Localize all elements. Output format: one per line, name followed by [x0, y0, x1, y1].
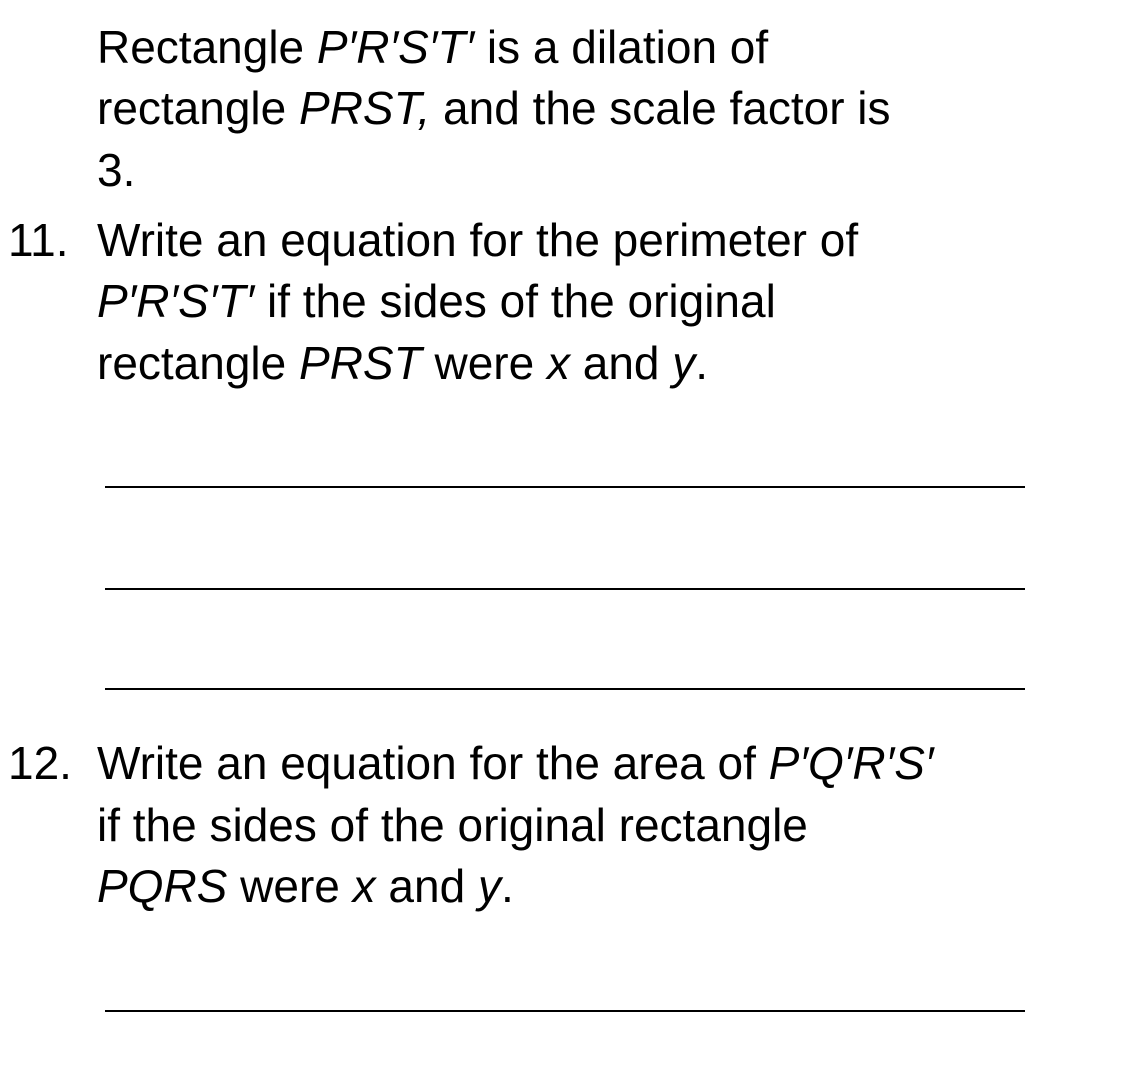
- rectangle-label: PRST: [299, 337, 422, 389]
- answer-line[interactable]: [105, 1010, 1025, 1012]
- question-11-number: 11.: [8, 214, 69, 266]
- answer-line[interactable]: [105, 688, 1025, 690]
- rectangle-label: PQRS: [97, 860, 228, 912]
- question-12-line-2: if the sides of the original rectangle: [97, 799, 808, 851]
- question-12-line-3: PQRS were x and y.: [97, 860, 514, 912]
- rectangle-label: P′R′S′T′: [316, 21, 475, 73]
- question-12-number: 12.: [8, 737, 72, 789]
- intro-line-2: rectangle PRST, and the scale factor is: [97, 82, 891, 134]
- question-12-line-1: Write an equation for the area of P′Q′R′S′: [97, 737, 934, 789]
- question-11-line-1: Write an equation for the perimeter of: [97, 214, 859, 266]
- intro-line-1: Rectangle P′R′S′T′ is a dilation of: [97, 21, 769, 73]
- rectangle-label: PRST,: [299, 82, 431, 134]
- question-11-line-2: P′R′S′T′ if the sides of the original: [97, 275, 776, 327]
- answer-line[interactable]: [105, 588, 1025, 590]
- question-11-line-3: rectangle PRST were x and y.: [97, 337, 709, 389]
- rectangle-label: P′Q′R′S′: [768, 737, 934, 789]
- intro-line-3: 3.: [97, 144, 136, 196]
- answer-line[interactable]: [105, 486, 1025, 488]
- rectangle-label: P′R′S′T′: [97, 275, 255, 327]
